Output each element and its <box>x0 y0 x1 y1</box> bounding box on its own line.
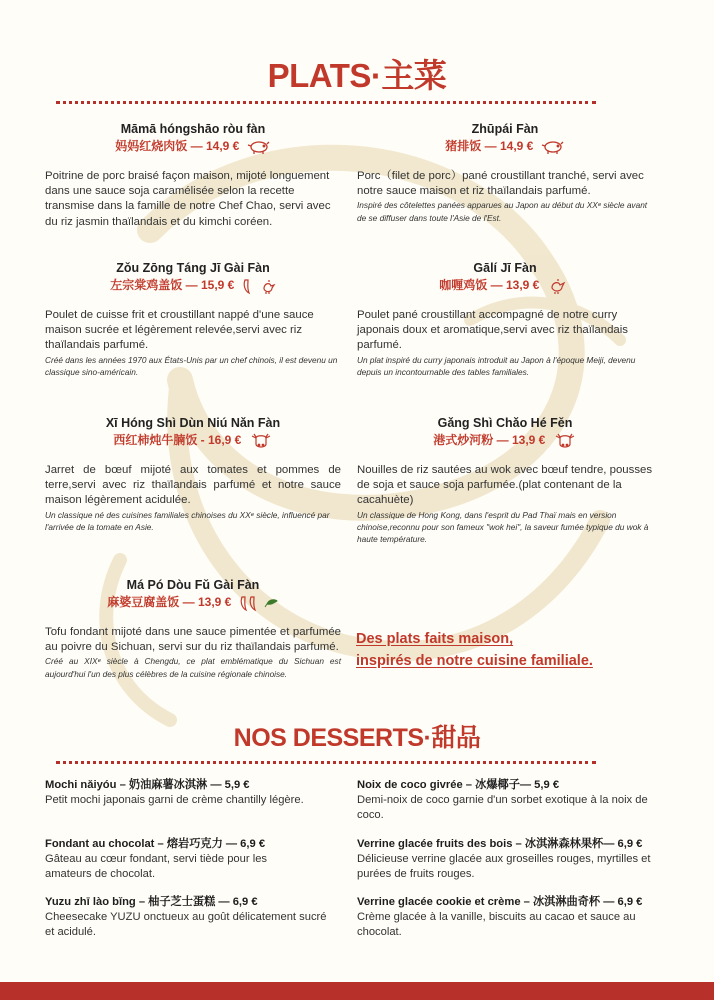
dish-price-line <box>357 137 653 157</box>
dessert-item <box>357 895 669 940</box>
dish-card <box>45 121 341 230</box>
dish-name: Xī Hóng Shì Dùn Niú Nǎn Fàn <box>105 416 281 430</box>
dish-price-line <box>45 593 341 613</box>
dessert-description: Gâteau au cœur fondant, servi tiède pour les amateurs de chocolat. <box>45 853 268 880</box>
dotted-divider <box>56 101 596 104</box>
dish-name: Má Pó Dòu Fǔ Gài Fàn <box>126 578 260 592</box>
dish-name: Gǎng Shì Chǎo Hé Fěn <box>437 416 573 430</box>
pig-icon <box>247 138 271 156</box>
dish-note: Créé au XIXᵉ siècle à Chengdu, ce plat emblématique du Sichuan est aujourd'hui l'un des plus célèbres de la cuisine régionale chinoise. <box>45 656 341 679</box>
desserts-heading: NOS DESSERTS·甜品 <box>233 724 481 752</box>
dish-chinese-price: 港式炒河粉 — 13,9 € <box>433 433 546 447</box>
dish-name: Māmā hóngshāo ròu fàn <box>120 122 266 136</box>
pig-icon <box>541 138 565 156</box>
dish-note: Créé dans les années 1970 aux États-Unis par un chef chinois, il est devenu un classique sino-américain. <box>45 354 338 378</box>
dish-card <box>45 415 341 533</box>
dessert-title: Yuzu zhī lào bǐng – 柚子芝士蛋糕 — 6,9 € <box>45 896 258 908</box>
dessert-title: Noix de coco givrée – 冰爆椰子— 5,9 € <box>357 779 560 791</box>
dessert-item <box>45 837 315 882</box>
dessert-item <box>357 778 669 823</box>
dish-note: Un classique de Hong Kong, dans l'esprit du Pad Thaï mais en version chinoise,reconnu pour son fameux "wok hei", la saveur fumée typique du wok à haute température. <box>357 509 649 545</box>
dish-price-line <box>357 431 653 451</box>
dish-card <box>45 260 341 378</box>
dish-chinese-price: 西红柿炖牛腩饭 - 16,9 € <box>113 433 242 447</box>
dish-chinese-price: 猪排饭 — 14,9 € <box>445 139 534 153</box>
dish-description: Poulet pané croustillant accompagné de notre curry japonais doux et aromatique,servi avec riz thaïlandais parfumé. <box>357 309 628 352</box>
dotted-divider <box>56 761 596 764</box>
dish-chinese-price: 妈妈红烧肉饭 — 14,9 € <box>115 139 240 153</box>
dessert-description: Délicieuse verrine glacée aux groseilles rouges, myrtilles et purées de fruits rouges. <box>357 853 651 880</box>
bottom-bar <box>0 982 714 1000</box>
cow-icon <box>553 432 577 450</box>
dish-chinese-price: 咖喱鸡饭 — 13,9 € <box>439 278 540 292</box>
dessert-item <box>45 778 357 808</box>
dessert-title: Verrine glacée fruits des bois – 冰淇淋森林果杯— 6,9 € <box>357 838 643 850</box>
dish-description: Jarret de bœuf mijoté aux tomates et pommes de terre,servi avec riz thaïlandais parfumé et notre sauce maison légèrement acidulée. <box>45 464 341 507</box>
dish-price-line <box>45 137 341 157</box>
plats-heading: PLATS·主菜 <box>267 57 447 94</box>
dish-note: Inspiré des côtelettes panées apparues au Japon au début du XXᵉ siècle avant de se diffuser dans toute l'Asie de l'Est. <box>357 200 648 223</box>
promo-line: Des plats faits maison, <box>356 631 514 647</box>
dish-card <box>357 415 653 546</box>
dish-note: Un classique né des cuisines familiales chinoises du XXᵉ siècle, influencé par l'arrivée de la tomate en Asie. <box>45 509 330 533</box>
dessert-description: Crème glacée à la vanille, biscuits au cacao et sauce au chocolat. <box>357 911 636 938</box>
dessert-description: Cheesecake YUZU onctueux au goût délicatement sucré et acidulé. <box>45 911 327 938</box>
dish-note: Un plat inspiré du curry japonais introduit au Japon à l'époque Meiji, devenu depuis un incontournable des tables familiales. <box>357 354 636 378</box>
cow-icon <box>249 432 273 450</box>
chicken-icon <box>547 277 571 295</box>
dessert-item <box>45 895 330 940</box>
dish-description: Poulet de cuisse frit et croustillant nappé d'une sauce maison sucrée et légèrement relevée,servi avec riz thaïlandais parfumé. <box>45 309 314 352</box>
dish-card <box>357 260 653 378</box>
dessert-description: Demi-noix de coco garnie d'un sorbet exotique à la noix de coco. <box>357 794 648 821</box>
dish-name: Gālí Jī Fàn <box>473 261 537 275</box>
dessert-title: Verrine glacée cookie et crème – 冰淇淋曲奇杯 — 6,9 € <box>357 896 643 908</box>
dessert-title: Mochi nǎiyóu – 奶油麻薯冰淇淋 — 5,9 € <box>45 779 250 791</box>
dish-name: Zǒu Zōng Táng Jī Gài Fàn <box>116 261 270 275</box>
dessert-description: Petit mochi japonais garni de crème chantilly légère. <box>45 794 304 806</box>
dessert-title: Fondant au chocolat – 熔岩巧克力 — 6,9 € <box>45 838 266 850</box>
dish-price-line <box>45 431 341 451</box>
promo-line: inspirés de notre cuisine familiale. <box>356 653 593 669</box>
dish-chinese-price: 麻婆豆腐盖饭 — 13,9 € <box>107 595 232 609</box>
dish-card <box>45 577 341 680</box>
dish-name: Zhūpái Fàn <box>471 122 539 136</box>
dish-price-line <box>357 276 653 296</box>
chili-leaf-icon <box>239 594 279 612</box>
dish-description: Tofu fondant mijoté dans une sauce pimentée et parfumée au poivre du Sichuan, servi sur du riz thaïlandais parfumé. <box>45 626 341 654</box>
chili-chicken-icon <box>242 277 276 295</box>
dish-description: Nouilles de riz sautées au wok avec bœuf tendre, pousses de soja et sauce soja parfumée.(plat contenant de la cacahuète) <box>357 464 653 507</box>
dish-price-line <box>45 276 341 296</box>
dish-description: Porc（filet de porc）pané croustillant tranché, servi avec notre sauce maison et riz thaïlandais parfumé. <box>357 170 644 198</box>
dish-description: Poitrine de porc braisé façon maison, mijoté longuement dans une sauce soja caramélisée selon la recette transmise dans la famille de notre Chef Chao, servi avec du riz jasmin thaïlandais et du kimchi coréen. <box>45 170 331 228</box>
dish-card <box>357 121 653 224</box>
dish-chinese-price: 左宗棠鸡盖饭 — 15,9 € <box>110 278 235 292</box>
promo-slogan <box>356 628 656 672</box>
dessert-item <box>357 837 669 882</box>
